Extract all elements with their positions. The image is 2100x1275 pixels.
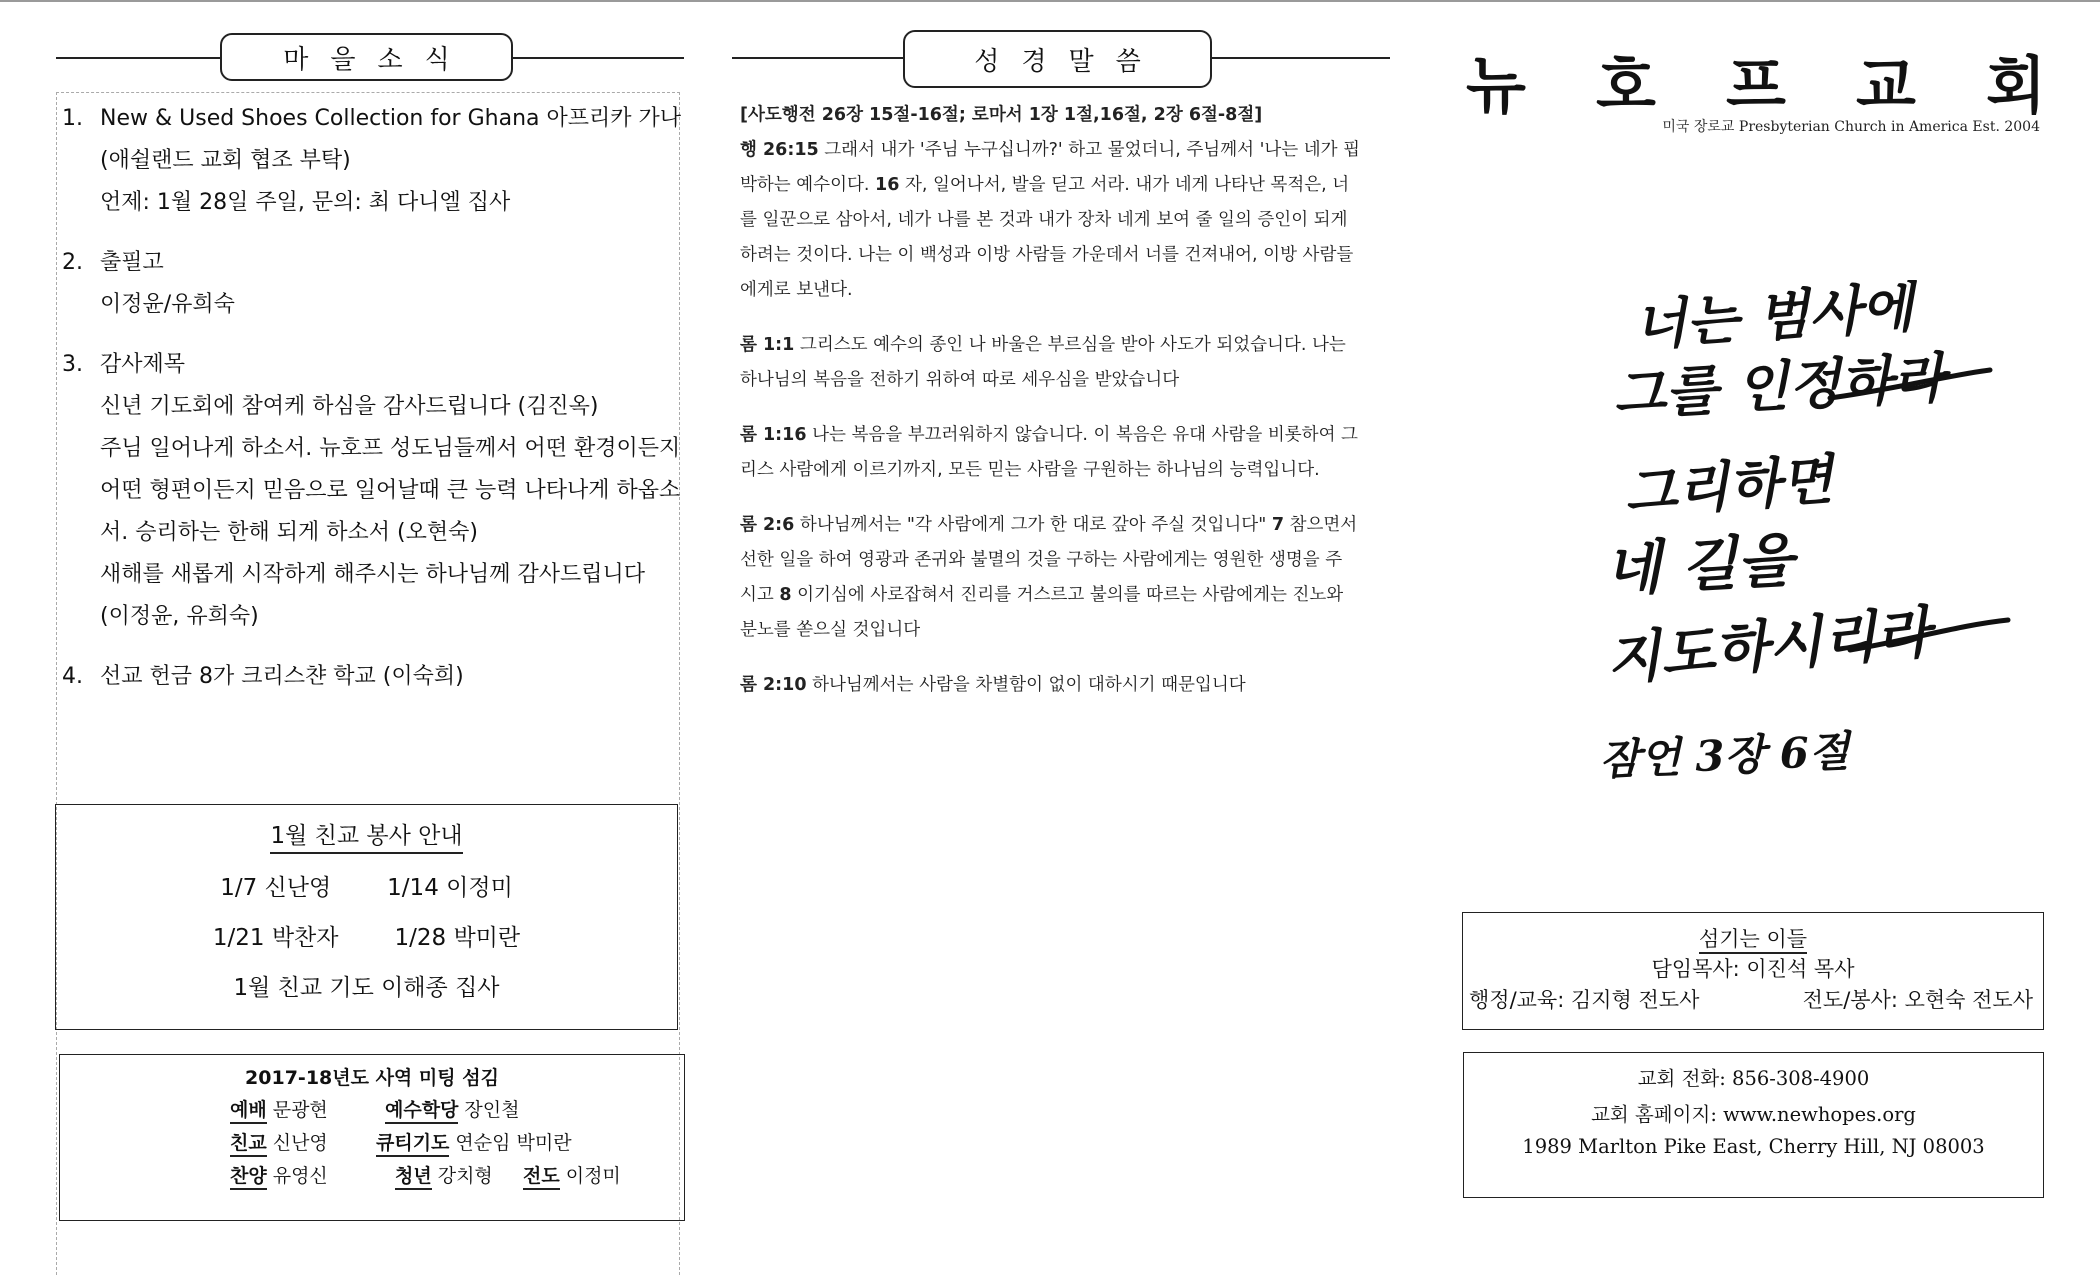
verse-line xyxy=(740,508,1390,543)
calligraphy-line: 네 길을 xyxy=(1603,526,1795,604)
admin-staff: 행정/교육: 김지형 전도사 xyxy=(1469,988,1700,1012)
fellowship-service-row xyxy=(56,869,677,902)
verse-number: 롬 1:1 xyxy=(740,335,795,355)
verse-line xyxy=(740,238,1390,273)
verse-text: 에게로 보낸다. xyxy=(740,280,853,300)
team-member: 찬양 유영신 xyxy=(230,1161,328,1188)
news-item-line: 감사제목 xyxy=(100,352,186,377)
scripture-reference: [사도행전 26장 15절-16절; 로마서 1장 1절,16절, 2장 6절-8절] xyxy=(740,105,1263,125)
contact-box xyxy=(1463,1052,2044,1198)
verse-number: 7 xyxy=(1271,515,1284,535)
verse-text: 시고 xyxy=(740,585,780,605)
senior-pastor: 담임목사: 이진석 목사 xyxy=(1651,957,1855,981)
news-item xyxy=(62,656,682,698)
fellowship-service-title: 1월 친교 봉사 안내 xyxy=(56,817,677,850)
team-member: 친교 신난영 xyxy=(230,1128,328,1155)
verse-line xyxy=(740,328,1390,363)
news-item xyxy=(62,344,682,638)
verse-block xyxy=(740,328,1390,398)
verse-text: 하나님께서는 "각 사람에게 그가 한 대로 갚아 주실 것입니다" xyxy=(794,515,1272,535)
calligraphy-line: 그리하면 xyxy=(1622,446,1835,526)
service-date: 1/14 이정미 xyxy=(387,875,513,901)
staff-title: 섬기는 이들 xyxy=(1463,923,2043,953)
verse-line xyxy=(740,133,1390,168)
service-date: 1/7 신난영 xyxy=(220,875,332,901)
calligraphy-svg xyxy=(1530,280,2020,800)
verse-number: 롬 2:6 xyxy=(740,515,795,535)
fellowship-service-row xyxy=(56,919,677,952)
news-list xyxy=(62,98,682,716)
ministry-team-row xyxy=(60,1128,684,1158)
evangelism-staff: 전도/봉사: 오현숙 전도사 xyxy=(1802,988,2033,1012)
verse-text: 이기심에 사로잡혀서 진리를 거스르고 불의를 따르는 사람에게는 진노와 xyxy=(791,585,1344,605)
header-rule-middle xyxy=(1210,57,1390,59)
news-item xyxy=(62,242,682,326)
header-rule-left xyxy=(56,57,221,59)
verse-number: 8 xyxy=(779,585,792,605)
verse-number: 롬 1:16 xyxy=(740,425,807,445)
ministry-team-row xyxy=(60,1161,684,1191)
verse-text: 나는 복음을 부끄러워하지 않습니다. 이 복음은 유대 사람을 비롯하여 그 xyxy=(806,425,1358,445)
news-item-number: 2. xyxy=(62,250,83,275)
verse-text: 박하는 예수이다. xyxy=(740,175,876,195)
news-item-line: 어떤 형편이든지 믿음으로 일어날때 큰 능력 나타나게 하옵소 xyxy=(100,478,681,503)
verse-line xyxy=(740,578,1390,613)
header-rule-middle xyxy=(732,57,904,59)
news-item xyxy=(62,98,682,224)
church-name-char: 교 xyxy=(1856,49,1916,122)
scripture-passage xyxy=(740,98,1390,723)
scripture-header: 성경말씀 xyxy=(903,30,1212,88)
team-member: 큐티기도 연순임 박미란 xyxy=(376,1128,572,1155)
news-item-line: New & Used Shoes Collection for Ghana 아프리카 가나 xyxy=(100,106,681,131)
verse-text: 그래서 내가 '주님 누구십니까?' 하고 물었더니, 주님께서 '나는 네가 핍 xyxy=(818,140,1361,160)
team-member: 예수학당 장인철 xyxy=(385,1095,519,1122)
news-header: 마을소식 xyxy=(220,33,513,81)
verse-text: 그리스도 예수의 종인 나 바울은 부르심을 받아 사도가 되었습니다. 나는 xyxy=(794,335,1346,355)
news-item-line: 새해를 새롭게 시작하게 해주시는 하나님께 감사드립니다 xyxy=(100,562,646,587)
calligraphy-line: 그를 인정하라 xyxy=(1611,345,1947,427)
verse-text: 하려는 것이다. 나는 이 백성과 이방 사람들 가운데서 너를 건져내어, 이방 사람들 xyxy=(740,245,1354,265)
header-rule-left xyxy=(512,57,684,59)
verse-block xyxy=(740,668,1390,703)
church-name-char: 프 xyxy=(1726,49,1786,122)
verse-text: 하나님께서는 사람을 차별함이 없이 대하시기 때문입니다 xyxy=(806,675,1246,695)
calligraphy-line: 잠언 3장 6절 xyxy=(1598,726,1851,785)
verse-text: 분노를 쏟으실 것입니다 xyxy=(740,620,921,640)
news-item-line: 신년 기도회에 참여케 하심을 감사드립니다 (김진옥) xyxy=(100,394,599,419)
news-item-number: 4. xyxy=(62,664,83,689)
calligraphy-line: 지도하시리라 xyxy=(1603,599,1933,694)
verse-line xyxy=(740,668,1390,703)
verse-text: 자, 일어나서, 발을 딛고 서라. 내가 네게 나타난 목적은, 너 xyxy=(899,175,1350,195)
verse-text: 하나님의 복음을 전하기 위하여 따로 세우심을 받았습니다 xyxy=(740,370,1180,390)
church-name xyxy=(1466,36,2046,122)
calligraphy-verse xyxy=(1530,280,2020,800)
team-member: 청년 강치형 xyxy=(395,1161,493,1188)
fellowship-service-box xyxy=(55,804,678,1030)
team-member: 예배 문광현 xyxy=(230,1095,328,1122)
verse-number: 16 xyxy=(875,175,900,195)
ministry-team-box xyxy=(59,1054,685,1221)
verse-block xyxy=(740,418,1390,488)
verse-line xyxy=(740,543,1390,578)
church-homepage: 교회 홈페이지: www.newhopes.org xyxy=(1591,1103,1916,1126)
verse-text: 리스 사람에게 이르기까지, 모든 믿는 사람을 구원하는 하나님의 능력입니다. xyxy=(740,460,1320,480)
ministry-team-row xyxy=(60,1095,684,1125)
news-item-line: (이정윤, 유희숙) xyxy=(100,604,259,629)
verse-text: 를 일꾼으로 삼아서, 네가 나를 본 것과 내가 장차 네게 보여 줄 일의 증인이 되게 xyxy=(740,210,1348,230)
verse-text: 선한 일을 하여 영광과 존귀와 불멸의 것을 구하는 사람에게는 영원한 생명을 주 xyxy=(740,550,1343,570)
ministry-team-title: 2017-18년도 사역 미팅 섬김 xyxy=(245,1067,499,1089)
verse-line xyxy=(740,363,1390,398)
verse-text: 참으면서 xyxy=(1284,515,1358,535)
service-date: 1/28 박미란 xyxy=(394,925,521,951)
verse-block xyxy=(740,133,1390,308)
verse-line xyxy=(740,453,1390,488)
church-phone: 교회 전화: 856-308-4900 xyxy=(1637,1067,1870,1090)
verse-number: 행 26:15 xyxy=(740,140,819,160)
verse-line xyxy=(740,613,1390,648)
calligraphy-line: 너는 범사에 xyxy=(1631,280,1916,358)
verse-line xyxy=(740,203,1390,238)
verse-line xyxy=(740,273,1390,308)
news-item-line: 이정윤/유희숙 xyxy=(100,292,235,317)
top-border xyxy=(0,0,2100,2)
verse-block xyxy=(740,508,1390,648)
church-subtitle: 미국 장로교 Presbyterian Church in America Est. 2004 xyxy=(1662,119,2040,135)
news-item-line: 주님 일어나게 하소서. 뉴호프 성도님들께서 어떤 환경이든지 xyxy=(100,436,681,461)
team-member: 전도 이정미 xyxy=(523,1161,621,1188)
church-address: 1989 Marlton Pike East, Cherry Hill, NJ 08003 xyxy=(1522,1135,1985,1158)
news-item-line: 선교 헌금 8가 크리스챤 학교 (이숙희) xyxy=(100,664,464,689)
news-item-line: 언제: 1월 28일 주일, 문의: 최 다니엘 집사 xyxy=(100,190,511,215)
staff-box xyxy=(1462,912,2044,1030)
verse-number: 롬 2:10 xyxy=(740,675,807,695)
verse-line xyxy=(740,168,1390,203)
church-name-char: 뉴 xyxy=(1466,49,1526,122)
church-name-char: 회 xyxy=(1986,49,2046,122)
church-name-char: 호 xyxy=(1596,49,1656,122)
news-item-number: 1. xyxy=(62,106,83,131)
news-item-line: 서. 승리하는 한해 되게 하소서 (오현숙) xyxy=(100,520,478,545)
fellowship-prayer: 1월 친교 기도 이해종 집사 xyxy=(233,975,500,1001)
service-date: 1/21 박찬자 xyxy=(212,925,339,951)
news-item-line: (애쉴랜드 교회 협조 부탁) xyxy=(100,148,351,173)
news-item-number: 3. xyxy=(62,352,83,377)
verse-line xyxy=(740,418,1390,453)
news-item-line: 출필고 xyxy=(100,250,164,275)
verse-list xyxy=(740,133,1390,703)
